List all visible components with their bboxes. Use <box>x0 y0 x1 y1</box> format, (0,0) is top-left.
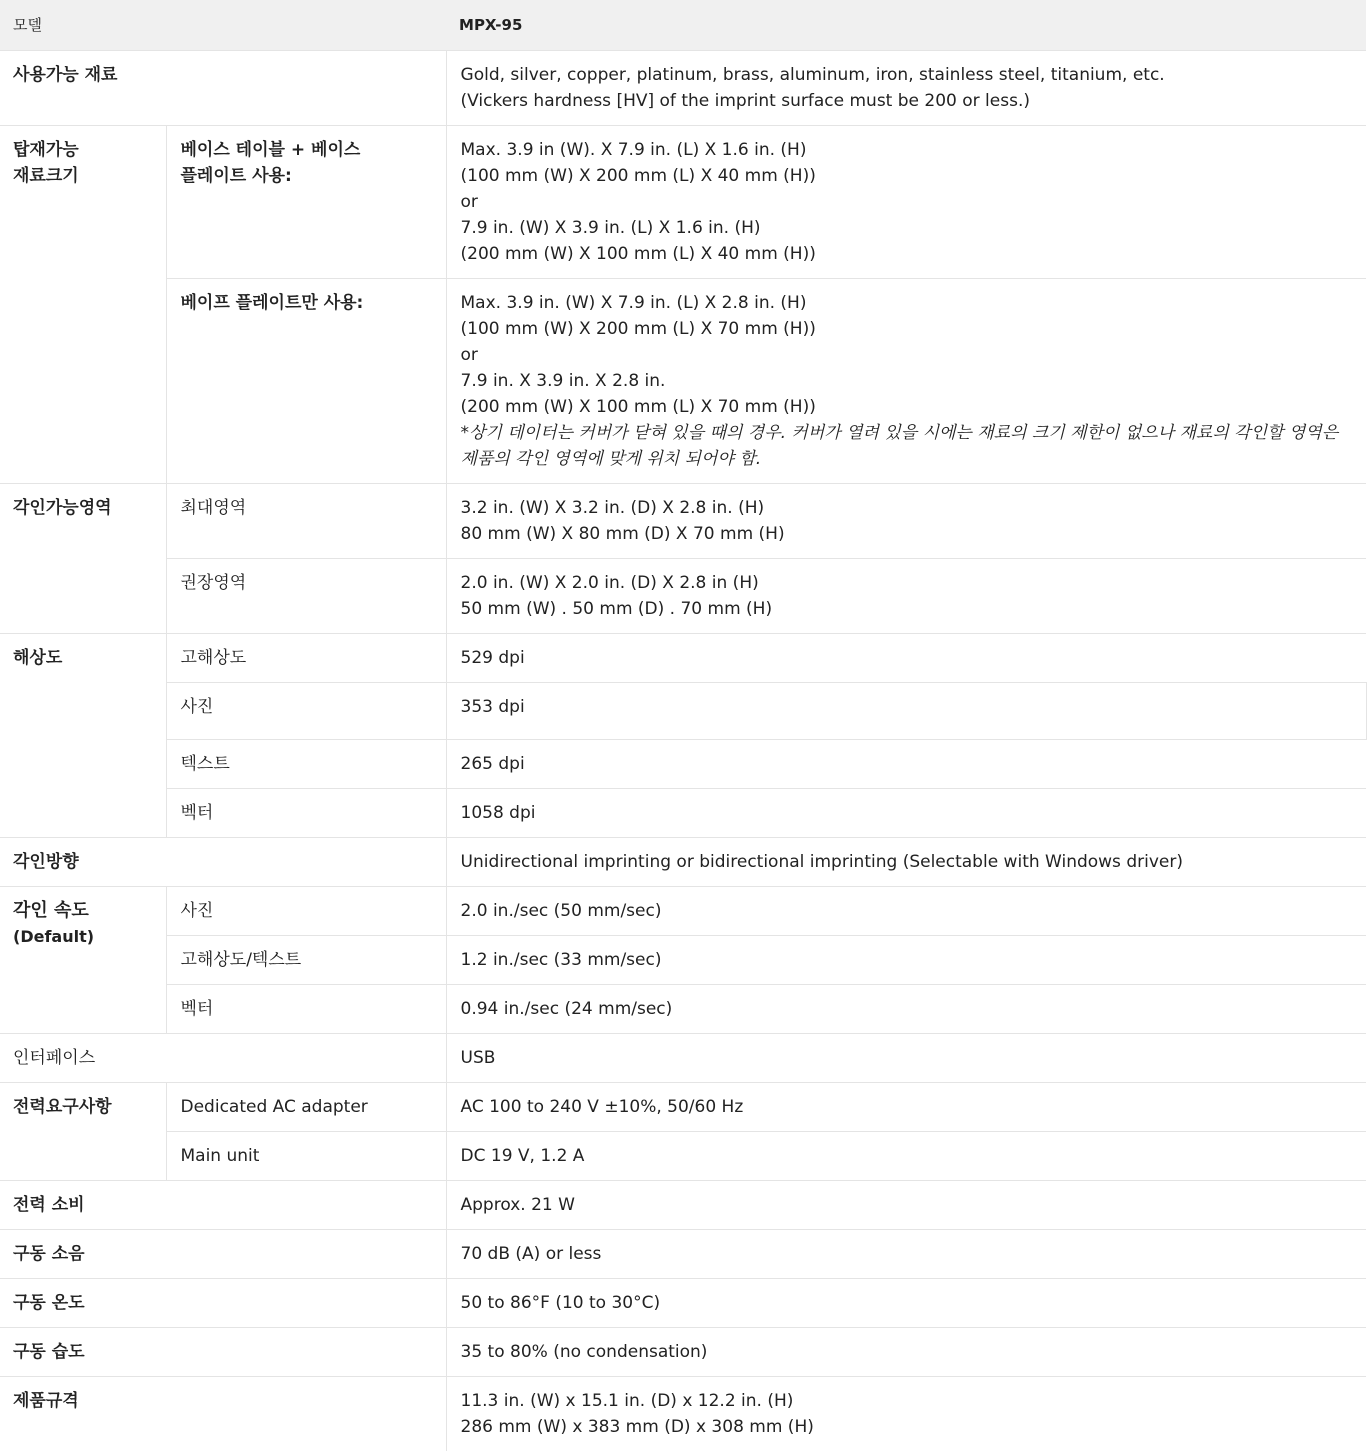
size-with-base-label-line: 베이스 테이블 + 베이스 <box>181 137 434 163</box>
resolution-row-label: 고해상도 <box>166 634 446 683</box>
size-line: or <box>461 189 1355 215</box>
size-line: 7.9 in. (W) X 3.9 in. (L) X 1.6 in. (H) <box>461 215 1355 241</box>
temperature-label: 구동 온도 <box>0 1279 446 1328</box>
size-plate-only-label: 베이프 플레이트만 사용: <box>166 279 446 484</box>
interface-value: USB <box>446 1034 1366 1083</box>
temperature-row <box>0 1279 1366 1328</box>
consumption-label: 전력 소비 <box>0 1181 446 1230</box>
speed-row <box>0 887 1366 936</box>
size-row <box>0 126 1366 279</box>
resolution-row-label: 벡터 <box>166 789 446 838</box>
materials-value <box>446 51 1366 126</box>
speed-row <box>0 985 1366 1034</box>
interface-row <box>0 1034 1366 1083</box>
resolution-row <box>0 740 1366 789</box>
humidity-row <box>0 1328 1366 1377</box>
area-line: 50 mm (W) . 50 mm (D) . 70 mm (H) <box>461 596 1355 622</box>
size-note: *상기 데이터는 커버가 닫혀 있을 때의 경우. 커버가 열려 있을 시에는 재료의 크기 제한이 없으나 재료의 각인할 영역은 제품의 각인 영역에 맞게 위치 되어야 함. <box>461 420 1355 472</box>
humidity-value: 35 to 80% (no condensation) <box>446 1328 1366 1377</box>
power-row <box>0 1132 1366 1181</box>
resolution-row <box>0 634 1366 683</box>
area-line: 80 mm (W) X 80 mm (D) X 70 mm (H) <box>461 521 1355 547</box>
noise-value: 70 dB (A) or less <box>446 1230 1366 1279</box>
size-label-line: 재료크기 <box>13 163 154 189</box>
area-line: 3.2 in. (W) X 3.2 in. (D) X 2.8 in. (H) <box>461 495 1355 521</box>
direction-value: Unidirectional imprinting or bidirectional imprinting (Selectable with Windows driver) <box>446 838 1366 887</box>
resolution-row-value: 265 dpi <box>446 740 1366 789</box>
speed-label <box>0 887 166 1034</box>
resolution-row <box>0 683 1366 740</box>
size-label <box>0 126 166 484</box>
area-max-label: 최대영역 <box>166 484 446 559</box>
size-line: (200 mm (W) X 100 mm (L) X 70 mm (H)) <box>461 394 1355 420</box>
consumption-value: Approx. 21 W <box>446 1181 1366 1230</box>
dimensions-line: 11.3 in. (W) x 15.1 in. (D) x 12.2 in. (H) <box>461 1388 1355 1414</box>
materials-line: (Vickers hardness [HV] of the imprint surface must be 200 or less.) <box>461 88 1355 114</box>
area-max-value <box>446 484 1366 559</box>
area-label: 각인가능영역 <box>0 484 166 634</box>
interface-label: 인터페이스 <box>0 1034 446 1083</box>
dimensions-row <box>0 1377 1366 1451</box>
speed-row-label: 벡터 <box>166 985 446 1034</box>
area-max-row <box>0 484 1366 559</box>
speed-label-sub: (Default) <box>13 924 154 950</box>
direction-label: 각인방향 <box>0 838 446 887</box>
power-label: 전력요구사항 <box>0 1083 166 1181</box>
materials-label: 사용가능 재료 <box>0 51 446 126</box>
resolution-row <box>0 789 1366 838</box>
dimensions-label: 제품규격 <box>0 1377 446 1451</box>
size-with-base-label-line: 플레이트 사용: <box>181 163 434 189</box>
direction-row <box>0 838 1366 887</box>
noise-label: 구동 소음 <box>0 1230 446 1279</box>
resolution-row-label: 사진 <box>166 683 446 740</box>
power-row-label: Main unit <box>166 1132 446 1181</box>
speed-row-label: 고해상도/텍스트 <box>166 936 446 985</box>
power-row-label: Dedicated AC adapter <box>166 1083 446 1132</box>
resolution-row-value: 529 dpi <box>446 634 1366 683</box>
size-line: or <box>461 342 1355 368</box>
model-value: MPX-95 <box>446 0 1366 51</box>
area-recommended-label: 권장영역 <box>166 559 446 634</box>
size-label-line: 탑재가능 <box>13 137 154 163</box>
materials-line: Gold, silver, copper, platinum, brass, aluminum, iron, stainless steel, titanium, etc. <box>461 62 1355 88</box>
power-row <box>0 1083 1366 1132</box>
speed-row-value: 2.0 in./sec (50 mm/sec) <box>446 887 1366 936</box>
size-with-base-value <box>446 126 1366 279</box>
size-line: Max. 3.9 in (W). X 7.9 in. (L) X 1.6 in. (H) <box>461 137 1355 163</box>
consumption-row <box>0 1181 1366 1230</box>
resolution-row-value: 353 dpi <box>446 683 1366 740</box>
size-with-base-label <box>166 126 446 279</box>
model-row <box>0 0 1366 51</box>
noise-row <box>0 1230 1366 1279</box>
temperature-value: 50 to 86°F (10 to 30°C) <box>446 1279 1366 1328</box>
area-recommended-value <box>446 559 1366 634</box>
size-line: Max. 3.9 in. (W) X 7.9 in. (L) X 2.8 in. (H) <box>461 290 1355 316</box>
speed-row <box>0 936 1366 985</box>
speed-label-main: 각인 속도 <box>13 898 154 924</box>
model-label: 모델 <box>0 0 446 51</box>
dimensions-line: 286 mm (W) x 383 mm (D) x 308 mm (H) <box>461 1414 1355 1440</box>
resolution-row-value: 1058 dpi <box>446 789 1366 838</box>
size-plate-row <box>0 279 1366 484</box>
size-line: (100 mm (W) X 200 mm (L) X 40 mm (H)) <box>461 163 1355 189</box>
humidity-label: 구동 습도 <box>0 1328 446 1377</box>
resolution-row-label: 텍스트 <box>166 740 446 789</box>
size-line: (200 mm (W) X 100 mm (L) X 40 mm (H)) <box>461 241 1355 267</box>
power-row-value: DC 19 V, 1.2 A <box>446 1132 1366 1181</box>
speed-row-label: 사진 <box>166 887 446 936</box>
materials-row <box>0 51 1366 126</box>
dimensions-value <box>446 1377 1366 1451</box>
resolution-label: 해상도 <box>0 634 166 838</box>
size-plate-only-value <box>446 279 1366 484</box>
speed-row-value: 0.94 in./sec (24 mm/sec) <box>446 985 1366 1034</box>
speed-row-value: 1.2 in./sec (33 mm/sec) <box>446 936 1366 985</box>
size-line: 7.9 in. X 3.9 in. X 2.8 in. <box>461 368 1355 394</box>
power-row-value: AC 100 to 240 V ±10%, 50/60 Hz <box>446 1083 1366 1132</box>
area-line: 2.0 in. (W) X 2.0 in. (D) X 2.8 in (H) <box>461 570 1355 596</box>
size-line: (100 mm (W) X 200 mm (L) X 70 mm (H)) <box>461 316 1355 342</box>
area-recommended-row <box>0 559 1366 634</box>
